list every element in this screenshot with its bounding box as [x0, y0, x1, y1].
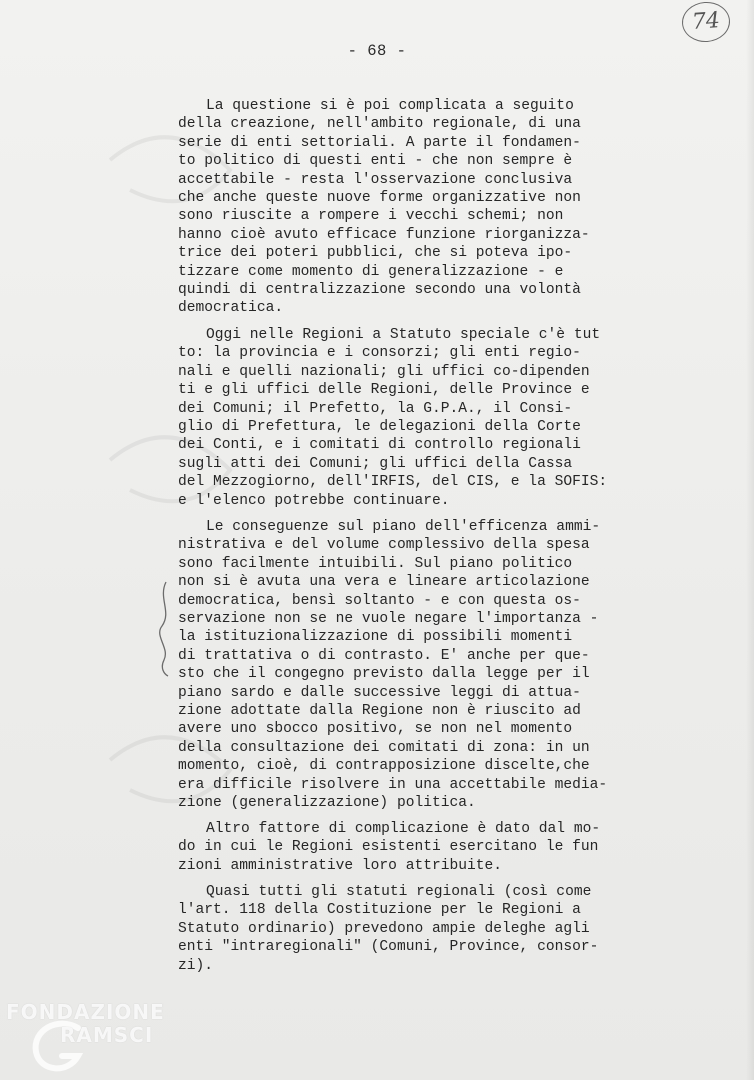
stamp-text-line1: FONDAZIONE: [6, 1000, 165, 1024]
text-line: nali e quelli nazionali; gli uffici co-dipenden: [178, 363, 590, 380]
text-line: dei Comuni; il Prefetto, la G.P.A., il Consi-: [178, 400, 573, 417]
paragraph-1: [178, 97, 638, 318]
text-line: Le conseguenze sul piano dell'efficenza ammi-: [206, 519, 601, 535]
text-line: del Mezzogiorno, dell'IRFIS, del CIS, e la SOFIS:: [178, 474, 608, 491]
text-line: della creazione, nell'ambito regionale, di una: [178, 116, 581, 133]
text-line: Oggi nelle Regioni a Statuto speciale c'è tut: [206, 327, 601, 343]
text-line: to politico di questi enti - che non sempre è: [178, 153, 573, 170]
handwritten-margin-bracket-icon: [150, 578, 180, 678]
paragraph-3: [178, 518, 638, 813]
page-number: - 68 -: [347, 42, 407, 60]
paragraph-4: [178, 820, 638, 875]
text-line: enti "intraregionali" (Comuni, Province, consor-: [178, 939, 599, 956]
text-line: avere uno sbocco positivo, se non nel momento: [178, 721, 573, 738]
text-line: servazione non se ne vuole negare l'importanza -: [178, 611, 599, 628]
text-line: e l'elenco potrebbe continuare.: [178, 492, 450, 509]
text-line: zi).: [178, 957, 214, 974]
text-line: nistrativa e del volume complessivo della spesa: [178, 537, 590, 554]
text-line: quindi di centralizzazione secondo una volontà: [178, 282, 581, 299]
text-line: tizzare come momento di generalizzazione - e: [178, 263, 564, 280]
text-line: hanno cioè avuto efficace funzione riorganizza-: [178, 226, 590, 243]
text-line: non si è avuta una vera e lineare articolazione: [178, 574, 590, 591]
text-line: La questione si è poi complicata a seguito: [206, 98, 574, 114]
text-line: democratica, bensì soltanto - e con questa os-: [178, 592, 581, 609]
text-line: sto che il congegno previsto dalla legge per il: [178, 666, 590, 683]
paragraph-2: [178, 326, 638, 510]
text-line: che anche queste nuove forme organizzative non: [178, 190, 581, 207]
archive-page-stamp: 74: [681, 0, 732, 43]
text-line: momento, cioè, di contrapposizione discelte,che: [178, 758, 590, 775]
text-line: glio di Prefettura, le delegazioni della Corte: [178, 419, 581, 436]
text-line: Quasi tutti gli statuti regionali (così come: [206, 884, 592, 900]
text-line: accettabile - resta l'osservazione conclusiva: [178, 171, 573, 188]
text-line: serie di enti settoriali. A parte il fondamen-: [178, 134, 581, 151]
text-line: piano sardo e dalle successive leggi di attua-: [178, 684, 581, 701]
text-line: zione adottate dalla Regione non è riuscito ad: [178, 703, 581, 720]
page-edge-shadow: [746, 0, 754, 1080]
text-line: dei Conti, e i comitati di controllo regionali: [178, 437, 581, 454]
text-line: era difficile risolvere in una accettabile media-: [178, 776, 608, 793]
text-line: della consultazione dei comitati di zona: in un: [178, 739, 590, 756]
text-line: to: la provincia e i consorzi; gli enti regio-: [178, 345, 581, 362]
stamp-text-line2: RAMSCI: [60, 1023, 154, 1047]
text-line: trice dei poteri pubblici, che si poteva ipo-: [178, 245, 573, 262]
text-line: sono facilmente intuibili. Sul piano politico: [178, 555, 573, 572]
text-line: la istituzionalizzazione di possibili momenti: [178, 629, 573, 646]
text-line: zione (generalizzazione) politica.: [178, 795, 476, 812]
text-line: democratica.: [178, 300, 284, 317]
text-line: di trattativa o di contrasto. E' anche per que-: [178, 647, 590, 664]
text-line: sono riuscite a rompere i vecchi schemi; non: [178, 208, 564, 225]
text-line: Altro fattore di complicazione è dato dal mo-: [206, 821, 601, 837]
text-line: do in cui le Regioni esistenti esercitano le fun: [178, 839, 599, 856]
text-line: l'art. 118 della Costituzione per le Regioni a: [178, 902, 581, 919]
text-line: Statuto ordinario) prevedono ampie deleghe agli: [178, 920, 590, 937]
text-line: zioni amministrative loro attribuite.: [178, 857, 503, 874]
text-line: sugli atti dei Comuni; gli uffici della Cassa: [178, 455, 573, 472]
paragraph-5: [178, 883, 638, 975]
foundation-watermark-stamp: [0, 996, 190, 1080]
text-line: ti e gli uffici delle Regioni, delle Province e: [178, 382, 590, 399]
